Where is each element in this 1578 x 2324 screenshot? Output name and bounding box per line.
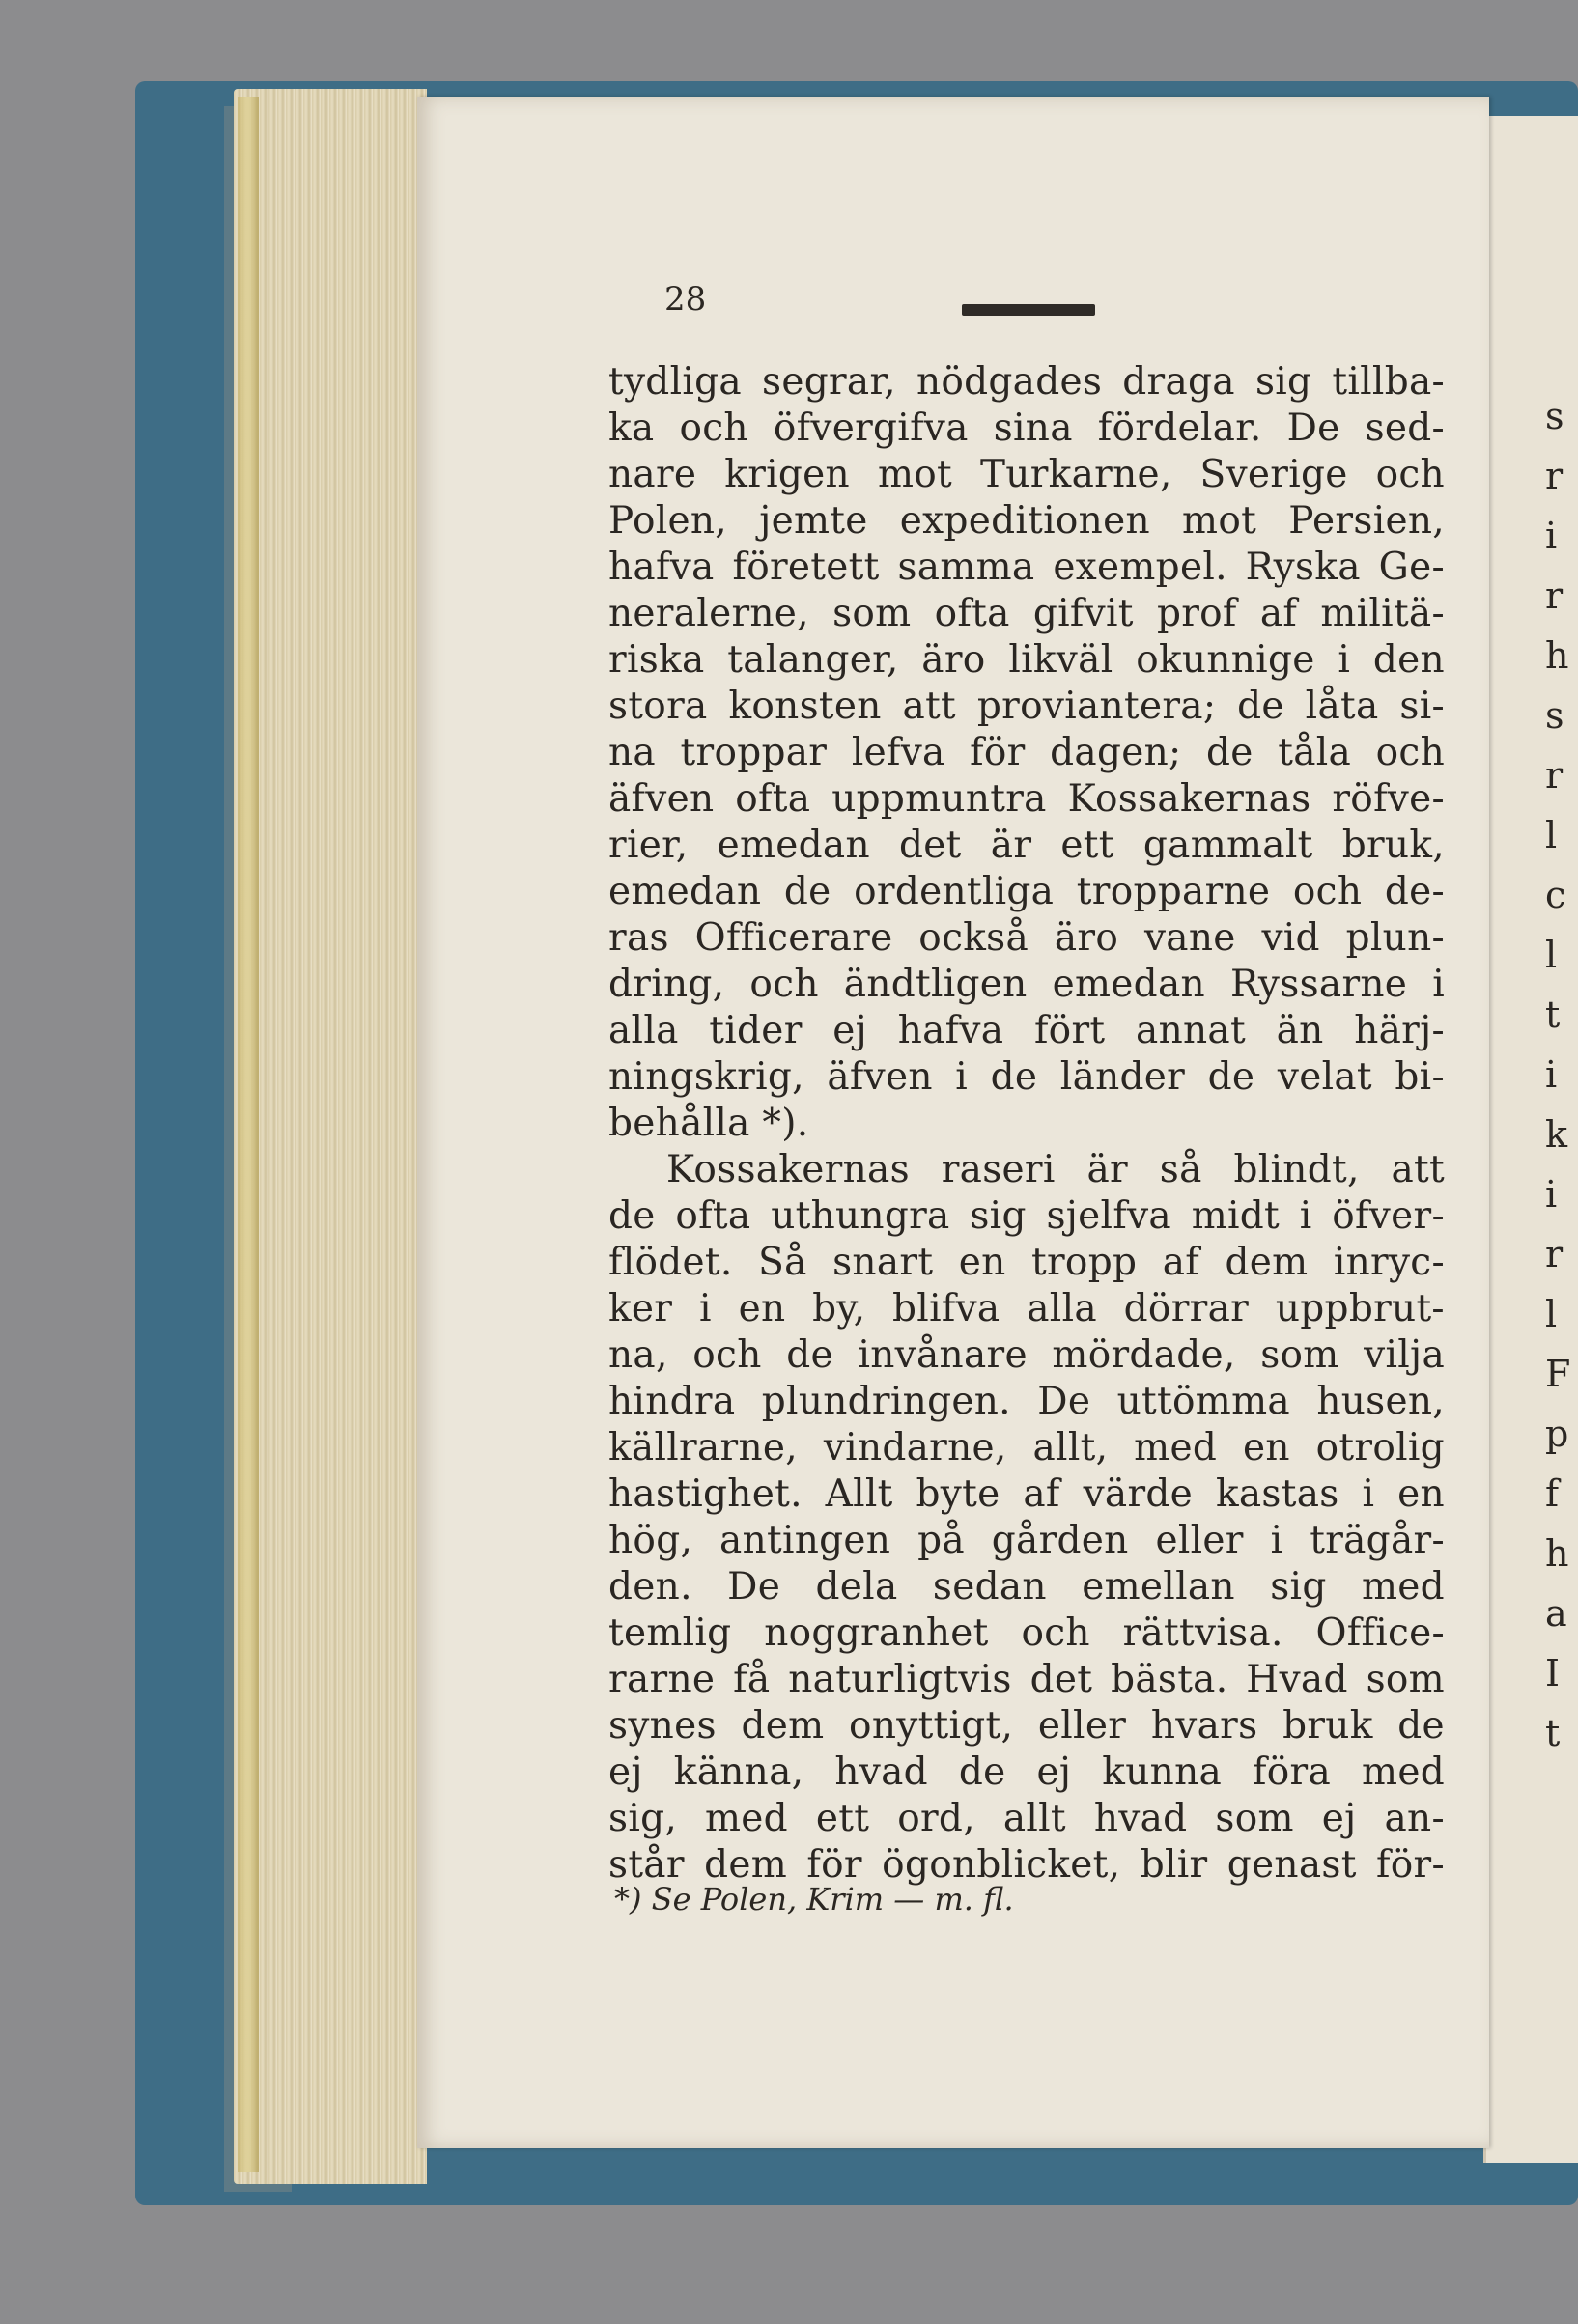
facing-page-letter: a [1545,1592,1567,1635]
text-line: Polen, jemte expeditionen mot Persien, [608,499,1445,543]
facing-page-letter: s [1545,395,1564,437]
text-line: alla tider ej hafva fört annat än härj- [608,1009,1445,1052]
text-line: hindra plundringen. De uttömma husen, [608,1380,1445,1423]
page-edges [234,89,427,2184]
text-line: riska talanger, äro likväl okunnige i den [608,638,1445,682]
text-line: sig, med ett ord, allt hvad som ej an- [608,1797,1445,1840]
text-line: ker i en by, blifva alla dörrar uppbrut- [608,1287,1445,1330]
facing-page-letter: f [1545,1472,1560,1515]
facing-page-letter: t [1545,994,1561,1036]
text-line: tydliga segrar, nödgades draga sig tillba- [608,360,1445,404]
gilt-edge [238,97,259,2172]
facing-page-letter: r [1545,455,1564,497]
text-line: behålla *). [608,1102,809,1145]
text-line: na troppar lefva för dagen; de tåla och [608,731,1445,774]
text-line: rarne få naturligtvis det bästa. Hvad som [608,1658,1445,1701]
text-line: ka och öfvergifva sina fördelar. De sed- [608,406,1445,450]
text-line: Kossakernas raseri är så blindt, att [666,1148,1445,1191]
text-line: synes dem onyttigt, eller hvars bruk de [608,1704,1445,1748]
text-line: ej känna, hvad de ej kunna föra med [608,1750,1445,1794]
facing-page-letter: h [1545,634,1569,677]
facing-page-letter: i [1545,515,1558,557]
text-line: den. De dela sedan emellan sig med [608,1565,1445,1609]
facing-page-letter: i [1545,1053,1558,1096]
text-line: neralerne, som ofta gifvit prof af militä- [608,592,1445,635]
text-line: ras Officerare också äro vane vid plun- [608,916,1445,960]
text-line: källrarne, vindarne, allt, med en otrolig [608,1426,1445,1470]
text-line: flödet. Så snart en tropp af dem inryc- [608,1241,1445,1284]
footnote: *) Se Polen, Krim — m. fl. [614,1881,1014,1918]
facing-page-letter: I [1545,1652,1561,1694]
facing-page-letter: s [1545,694,1564,737]
facing-page-letter: h [1545,1532,1569,1575]
facing-page-letter: p [1545,1413,1569,1455]
header-rule [962,304,1095,316]
text-line: emedan de ordentliga tropparne och de- [608,870,1445,913]
facing-page-letter: r [1545,1233,1564,1275]
text-line: dring, och ändtligen emedan Ryssarne i [608,963,1445,1006]
facing-page-letter: r [1545,754,1564,797]
facing-page-letter: l [1545,1293,1558,1335]
text-line: ningskrig, äfven i de länder de velat bi- [608,1055,1445,1099]
text-line: står dem för ögonblicket, blir genast för- [608,1843,1445,1887]
page-number: 28 [664,280,707,319]
text-line: de ofta uthungra sig sjelfva midt i öfver- [608,1194,1445,1238]
facing-page-letter: l [1545,814,1558,856]
text-line: rier, emedan det är ett gammalt bruk, [608,824,1445,867]
facing-page-letter: r [1545,574,1564,617]
text-line: hög, antingen på gården eller i trägår- [608,1519,1445,1562]
text-line: äfven ofta uppmuntra Kossakernas röfve- [608,777,1445,821]
text-line: hastighet. Allt byte af värde kastas i en [608,1472,1445,1516]
text-line: hafva företett samma exempel. Ryska Ge- [608,546,1445,589]
facing-page-letter: l [1545,934,1558,976]
facing-page-letter: F [1545,1353,1571,1395]
text-line: stora konsten att proviantera; de låta si- [608,685,1445,728]
facing-page-letter: i [1545,1173,1558,1216]
text-line: nare krigen mot Turkarne, Sverige och [608,453,1445,496]
facing-page-letter: k [1545,1113,1568,1156]
body-text [608,359,1445,1889]
facing-page-letter: c [1545,874,1566,916]
text-line: na, och de invånare mördade, som vilja [608,1333,1445,1377]
text-line: temlig noggranhet och rättvisa. Office- [608,1611,1445,1655]
facing-page-text [1545,386,1578,1763]
facing-page-letter: t [1545,1712,1561,1754]
